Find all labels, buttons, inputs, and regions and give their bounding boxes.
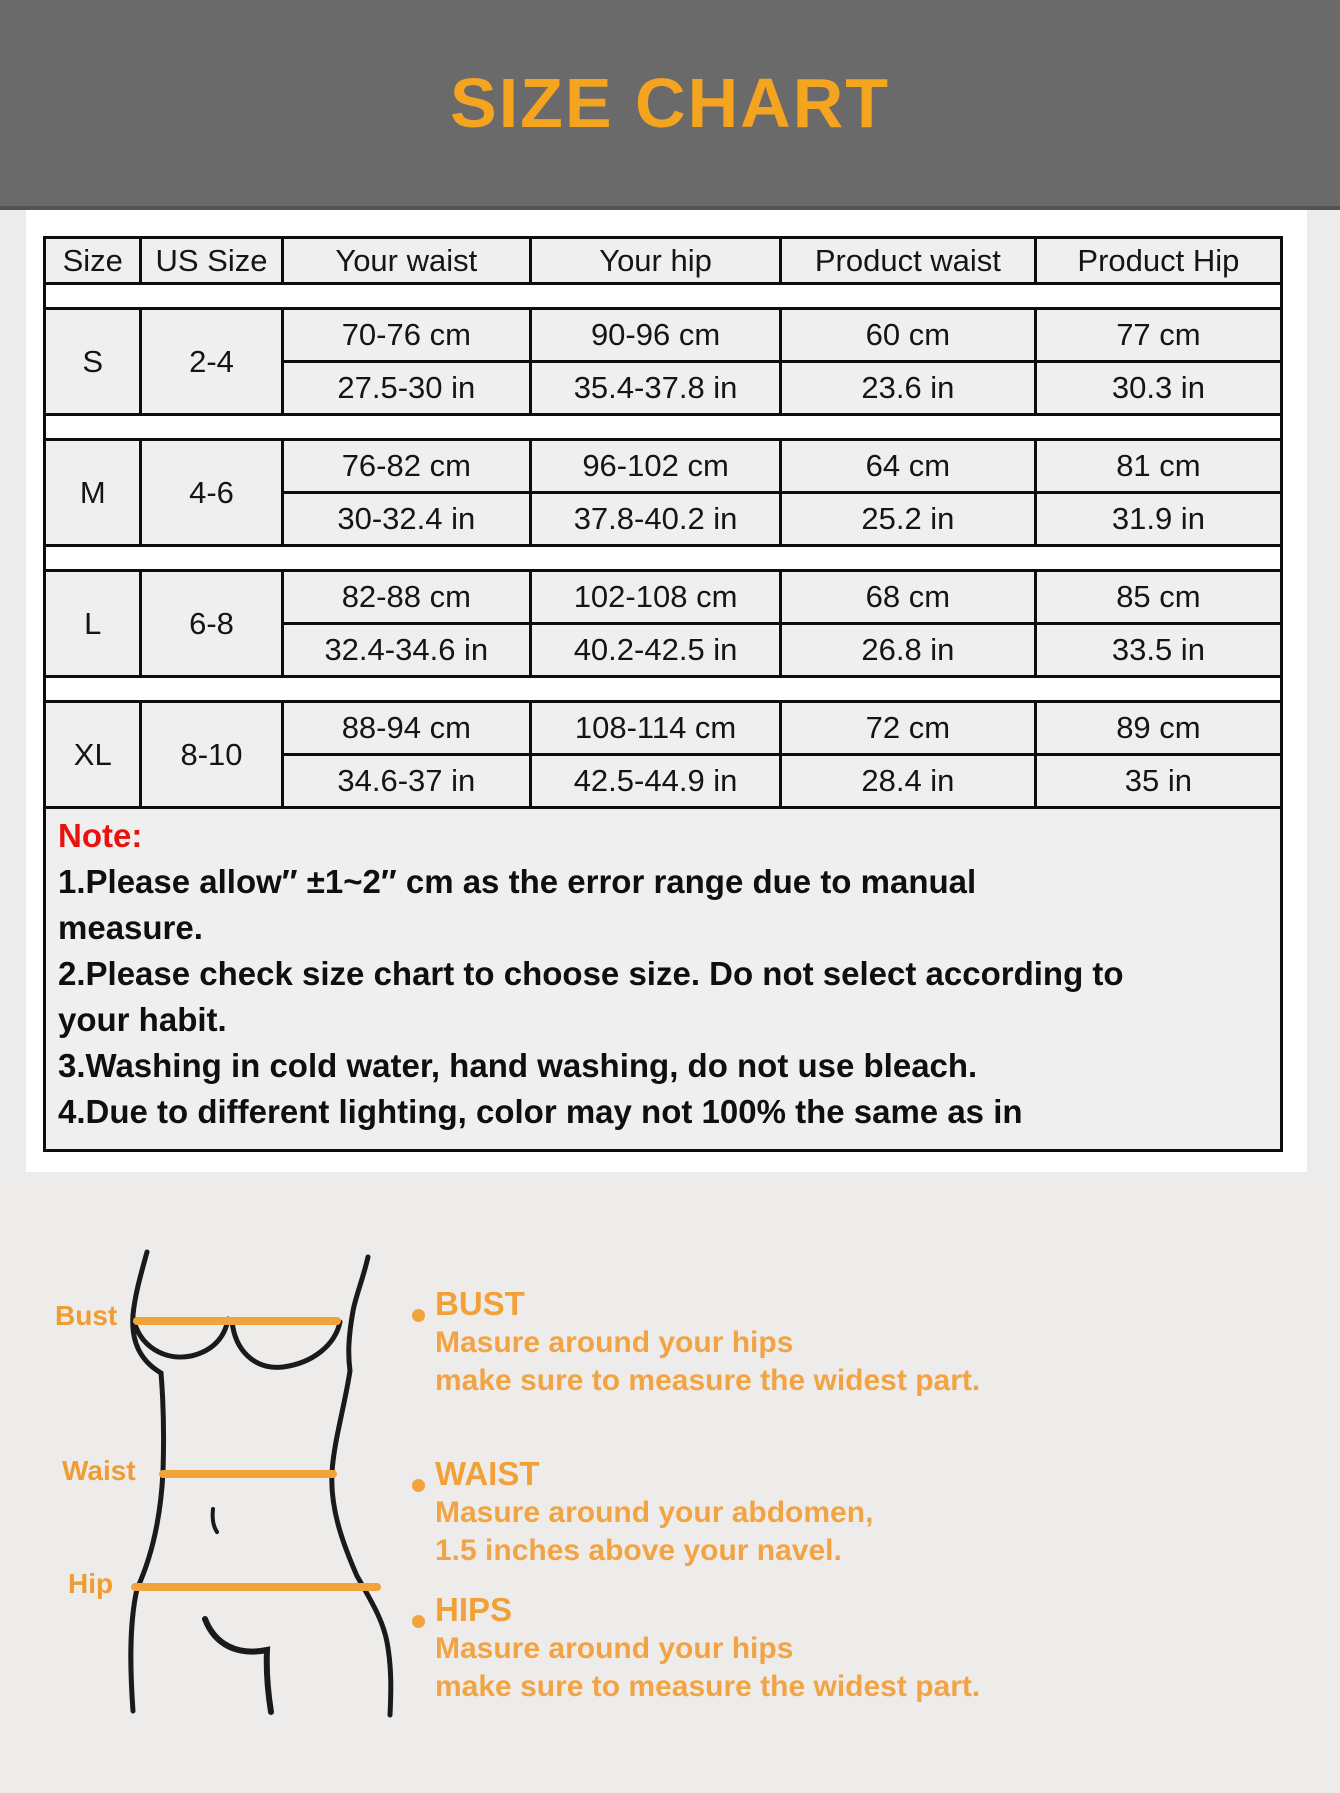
- product-waist-in-cell: 28.4 in: [780, 755, 1035, 808]
- header-product-waist: Product waist: [780, 238, 1035, 284]
- notes-title: Note:: [58, 817, 143, 854]
- table-row-xl-cm: [45, 702, 1282, 755]
- product-waist-in-cell: 26.8 in: [780, 624, 1035, 677]
- header-product-hip: Product Hip: [1035, 238, 1281, 284]
- product-hip-cm-cell: 85 cm: [1035, 571, 1281, 624]
- waist-instruction-line: Masure around your abdomen,: [435, 1496, 874, 1529]
- spacer-row: [45, 677, 1282, 702]
- bust-instruction-line: make sure to measure the widest part.: [435, 1364, 981, 1397]
- product-waist-cm-cell: 68 cm: [780, 571, 1035, 624]
- bust-instruction-line: Masure around your hips: [435, 1326, 794, 1359]
- your-waist-in-cell: 27.5-30 in: [282, 362, 531, 415]
- product-hip-cm-cell: 89 cm: [1035, 702, 1281, 755]
- size-cell: M: [45, 440, 141, 546]
- your-waist-in-cell: 34.6-37 in: [282, 755, 531, 808]
- product-waist-in-cell: 23.6 in: [780, 362, 1035, 415]
- note-line: 1.Please allow″ ±1~2″ cm as the error range due to manual: [58, 863, 977, 900]
- your-hip-in-cell: 35.4-37.8 in: [531, 362, 781, 415]
- bullet-icon: [412, 1309, 425, 1322]
- bust-instructions: [412, 1284, 980, 1400]
- hips-instructions: [412, 1590, 980, 1706]
- navel-mark: [213, 1509, 217, 1532]
- your-hip-cm-cell: 96-102 cm: [531, 440, 781, 493]
- bullet-icon: [412, 1615, 425, 1628]
- product-waist-in-cell: 25.2 in: [780, 493, 1035, 546]
- note-line: measure.: [58, 909, 203, 946]
- table-row-l-cm: [45, 571, 1282, 624]
- your-hip-cm-cell: 108-114 cm: [531, 702, 781, 755]
- your-waist-cm-cell: 70-76 cm: [282, 309, 531, 362]
- product-hip-in-cell: 31.9 in: [1035, 493, 1281, 546]
- table-row-m-cm: [45, 440, 1282, 493]
- product-waist-cm-cell: 64 cm: [780, 440, 1035, 493]
- your-hip-cm-cell: 90-96 cm: [531, 309, 781, 362]
- us-size-cell: 6-8: [141, 571, 282, 677]
- body-figure-illustration: [125, 1249, 395, 1719]
- us-size-cell: 8-10: [141, 702, 282, 808]
- waist-instruction-line: 1.5 inches above your navel.: [435, 1534, 842, 1567]
- header-your-waist: Your waist: [282, 238, 531, 284]
- size-cell: XL: [45, 702, 141, 808]
- your-hip-in-cell: 42.5-44.9 in: [531, 755, 781, 808]
- hips-heading: HIPS: [435, 1591, 513, 1628]
- size-cell: L: [45, 571, 141, 677]
- your-hip-in-cell: 40.2-42.5 in: [531, 624, 781, 677]
- your-waist-cm-cell: 88-94 cm: [282, 702, 531, 755]
- size-cell: S: [45, 309, 141, 415]
- note-line: 3.Washing in cold water, hand washing, do not use bleach.: [58, 1047, 978, 1084]
- product-hip-in-cell: 30.3 in: [1035, 362, 1281, 415]
- size-chart-panel: [26, 210, 1307, 1172]
- product-hip-in-cell: 33.5 in: [1035, 624, 1281, 677]
- hips-instruction-line: Masure around your hips: [435, 1632, 794, 1665]
- hips-instruction-line: make sure to measure the widest part.: [435, 1670, 981, 1703]
- banner: [0, 0, 1340, 210]
- product-waist-cm-cell: 72 cm: [780, 702, 1035, 755]
- waist-instructions: [412, 1454, 873, 1570]
- page-title: SIZE CHART: [450, 64, 890, 142]
- note-line: 4.Due to different lighting, color may not 100% the same as in: [58, 1093, 1023, 1130]
- product-hip-cm-cell: 77 cm: [1035, 309, 1281, 362]
- your-waist-in-cell: 32.4-34.6 in: [282, 624, 531, 677]
- note-line: your habit.: [58, 1001, 227, 1038]
- table-row-s-cm: [45, 309, 1282, 362]
- header-size: Size: [45, 238, 141, 284]
- waist-heading: WAIST: [435, 1455, 540, 1492]
- your-waist-in-cell: 30-32.4 in: [282, 493, 531, 546]
- spacer-row: [45, 546, 1282, 571]
- hip-label: Hip: [68, 1568, 114, 1599]
- crotch-curve: [205, 1619, 271, 1712]
- your-hip-cm-cell: 102-108 cm: [531, 571, 781, 624]
- us-size-cell: 2-4: [141, 309, 282, 415]
- notes-box: [43, 809, 1283, 1152]
- waist-label: Waist: [62, 1455, 136, 1486]
- header-your-hip: Your hip: [531, 238, 781, 284]
- product-waist-cm-cell: 60 cm: [780, 309, 1035, 362]
- note-line: 2.Please check size chart to choose size. Do not select according to: [58, 955, 1124, 992]
- us-size-cell: 4-6: [141, 440, 282, 546]
- bust-label: Bust: [55, 1300, 118, 1331]
- product-hip-in-cell: 35 in: [1035, 755, 1281, 808]
- measuring-guide-section: [0, 1172, 1340, 1793]
- your-hip-in-cell: 37.8-40.2 in: [531, 493, 781, 546]
- bust-heading: BUST: [435, 1285, 525, 1322]
- bullet-icon: [412, 1479, 425, 1492]
- spacer-row: [45, 284, 1282, 309]
- product-hip-cm-cell: 81 cm: [1035, 440, 1281, 493]
- table-header-row: [45, 238, 1282, 284]
- header-us-size: US Size: [141, 238, 282, 284]
- size-table: [43, 236, 1283, 809]
- spacer-row: [45, 415, 1282, 440]
- your-waist-cm-cell: 82-88 cm: [282, 571, 531, 624]
- right-bust-curve: [232, 1321, 340, 1367]
- your-waist-cm-cell: 76-82 cm: [282, 440, 531, 493]
